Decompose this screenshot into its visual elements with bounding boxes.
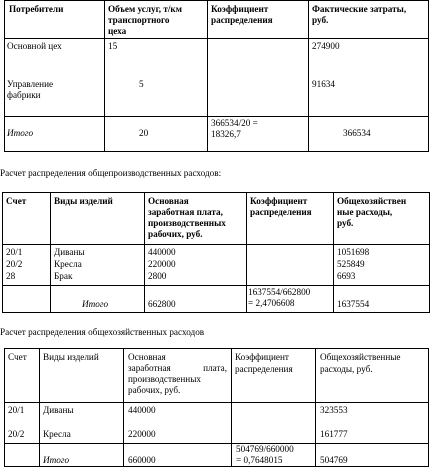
header-expenses-l2: расходы, руб.: [320, 364, 373, 374]
expenses-cell: 323553: [320, 405, 348, 415]
total-volume: 20: [139, 128, 149, 138]
table-divider: [104, 0, 105, 152]
table-divider: [246, 192, 247, 313]
header-actual-costs-l2: руб.: [312, 15, 329, 25]
table-divider: [50, 192, 51, 313]
cost-value: 274900: [312, 41, 340, 51]
header-coefficient: Коэффициент: [211, 4, 269, 14]
product-cell: Кресла: [43, 429, 71, 439]
header-volume-l3: цеха: [108, 26, 127, 36]
table-divider: [4, 402, 429, 403]
total-coefficient: 504769/660000: [236, 444, 294, 454]
account-cell: 20/1: [6, 247, 23, 257]
account-cell: 20/2: [8, 429, 25, 439]
wage-cell: 2800: [148, 271, 167, 281]
header-coefficient: Коэффициент: [250, 196, 308, 206]
header-wage-l4: рабочих, руб.: [148, 229, 203, 239]
expenses-cell: 525849: [337, 259, 365, 269]
header-wage-l2: [128, 363, 227, 374]
expenses-cell: 161777: [320, 429, 348, 439]
consumer-name-l2: фабрики: [7, 90, 41, 100]
table-divider: [144, 192, 145, 313]
header-expenses-l2: ные расходы,: [337, 207, 393, 217]
header-expenses: Общехозяйственные: [320, 352, 401, 362]
header-expenses-l3: руб.: [337, 218, 354, 228]
header-wage: [128, 352, 227, 396]
product-cell: Кресла: [54, 259, 82, 269]
total-coefficient-l2: = 2,4706608: [248, 298, 295, 308]
header-coefficient-l2: распределения: [250, 207, 312, 217]
header-wage: Основная: [148, 196, 189, 206]
header-expenses: Общехозяйствен: [337, 196, 407, 206]
consumer-name: Управление: [7, 79, 54, 89]
table-divider: [2, 285, 430, 286]
wage-cell: 220000: [128, 429, 156, 439]
volume-value: 15: [108, 41, 118, 51]
total-coefficient: 1637554/662800: [248, 287, 311, 297]
header-wage-l2: заработная плата,: [148, 207, 223, 217]
total-expenses: 504769: [320, 455, 348, 465]
table-divider: [4, 38, 429, 39]
table-divider: [4, 443, 429, 444]
table-divider: [333, 192, 334, 313]
table-divider: [39, 348, 40, 467]
header-volume: Объем услуг, т/км: [108, 4, 182, 14]
table-divider: [4, 116, 429, 117]
section-caption: Расчет распределения общепроизводственных расходов:: [0, 168, 222, 178]
header-wage-word: плата,: [203, 363, 227, 374]
wage-cell: 220000: [148, 259, 176, 269]
cost-value: 91634: [312, 79, 335, 89]
table-divider: [123, 348, 124, 467]
table-divider: [308, 0, 309, 152]
header-volume-l2: транспортного: [108, 15, 170, 25]
header-products: Виды изделий: [43, 352, 99, 362]
product-cell: Диваны: [43, 405, 74, 415]
header-actual-costs: Фактические затраты,: [312, 4, 407, 14]
total-wage: 660000: [128, 455, 156, 465]
expenses-cell: 6693: [337, 271, 356, 281]
header-products: Виды изделий: [54, 196, 113, 206]
total-label: Итого: [43, 455, 70, 465]
total-expenses: 1637554: [337, 299, 370, 309]
header-wage-word: заработная: [128, 363, 171, 374]
table-divider: [231, 348, 232, 467]
total-coefficient-l2: 18326,7: [211, 129, 241, 139]
header-account: Счет: [8, 352, 27, 362]
consumer-name: Основной цех: [7, 41, 62, 51]
volume-value: 5: [139, 79, 144, 89]
header-wage-l3: производственных: [128, 374, 201, 385]
table-divider: [2, 244, 430, 245]
product-cell: Брак: [54, 271, 73, 281]
total-coefficient-l2: = 0,7648015: [236, 455, 283, 465]
section-caption: Расчет распределения общехозяйственных расходов: [0, 327, 205, 337]
table-divider: [207, 0, 208, 152]
header-wage-l4: рабочих, руб.: [128, 385, 181, 396]
header-coefficient-l2: распределения: [211, 15, 273, 25]
header-wage-l3: производственных: [148, 218, 226, 228]
header-account: Счет: [6, 196, 27, 206]
table-divider: [315, 348, 316, 467]
total-wage: 662800: [148, 299, 176, 309]
wage-cell: 440000: [128, 405, 156, 415]
account-cell: 28: [6, 271, 16, 281]
total-cost: 366534: [343, 128, 371, 138]
header-coefficient: Коэффициент: [235, 352, 289, 362]
total-label: Итого: [7, 128, 34, 138]
account-cell: 20/2: [6, 259, 23, 269]
header-consumers: Потребители: [9, 4, 64, 14]
header-wage-l1: Основная: [128, 352, 166, 362]
expenses-cell: 1051698: [337, 247, 370, 257]
product-cell: Диваны: [54, 247, 85, 257]
wage-cell: 440000: [148, 247, 176, 257]
total-coefficient: 366534/20 =: [211, 118, 258, 128]
total-label: Итого: [82, 299, 109, 309]
account-cell: 20/1: [8, 405, 25, 415]
header-coefficient-l2: распределения: [235, 364, 293, 374]
